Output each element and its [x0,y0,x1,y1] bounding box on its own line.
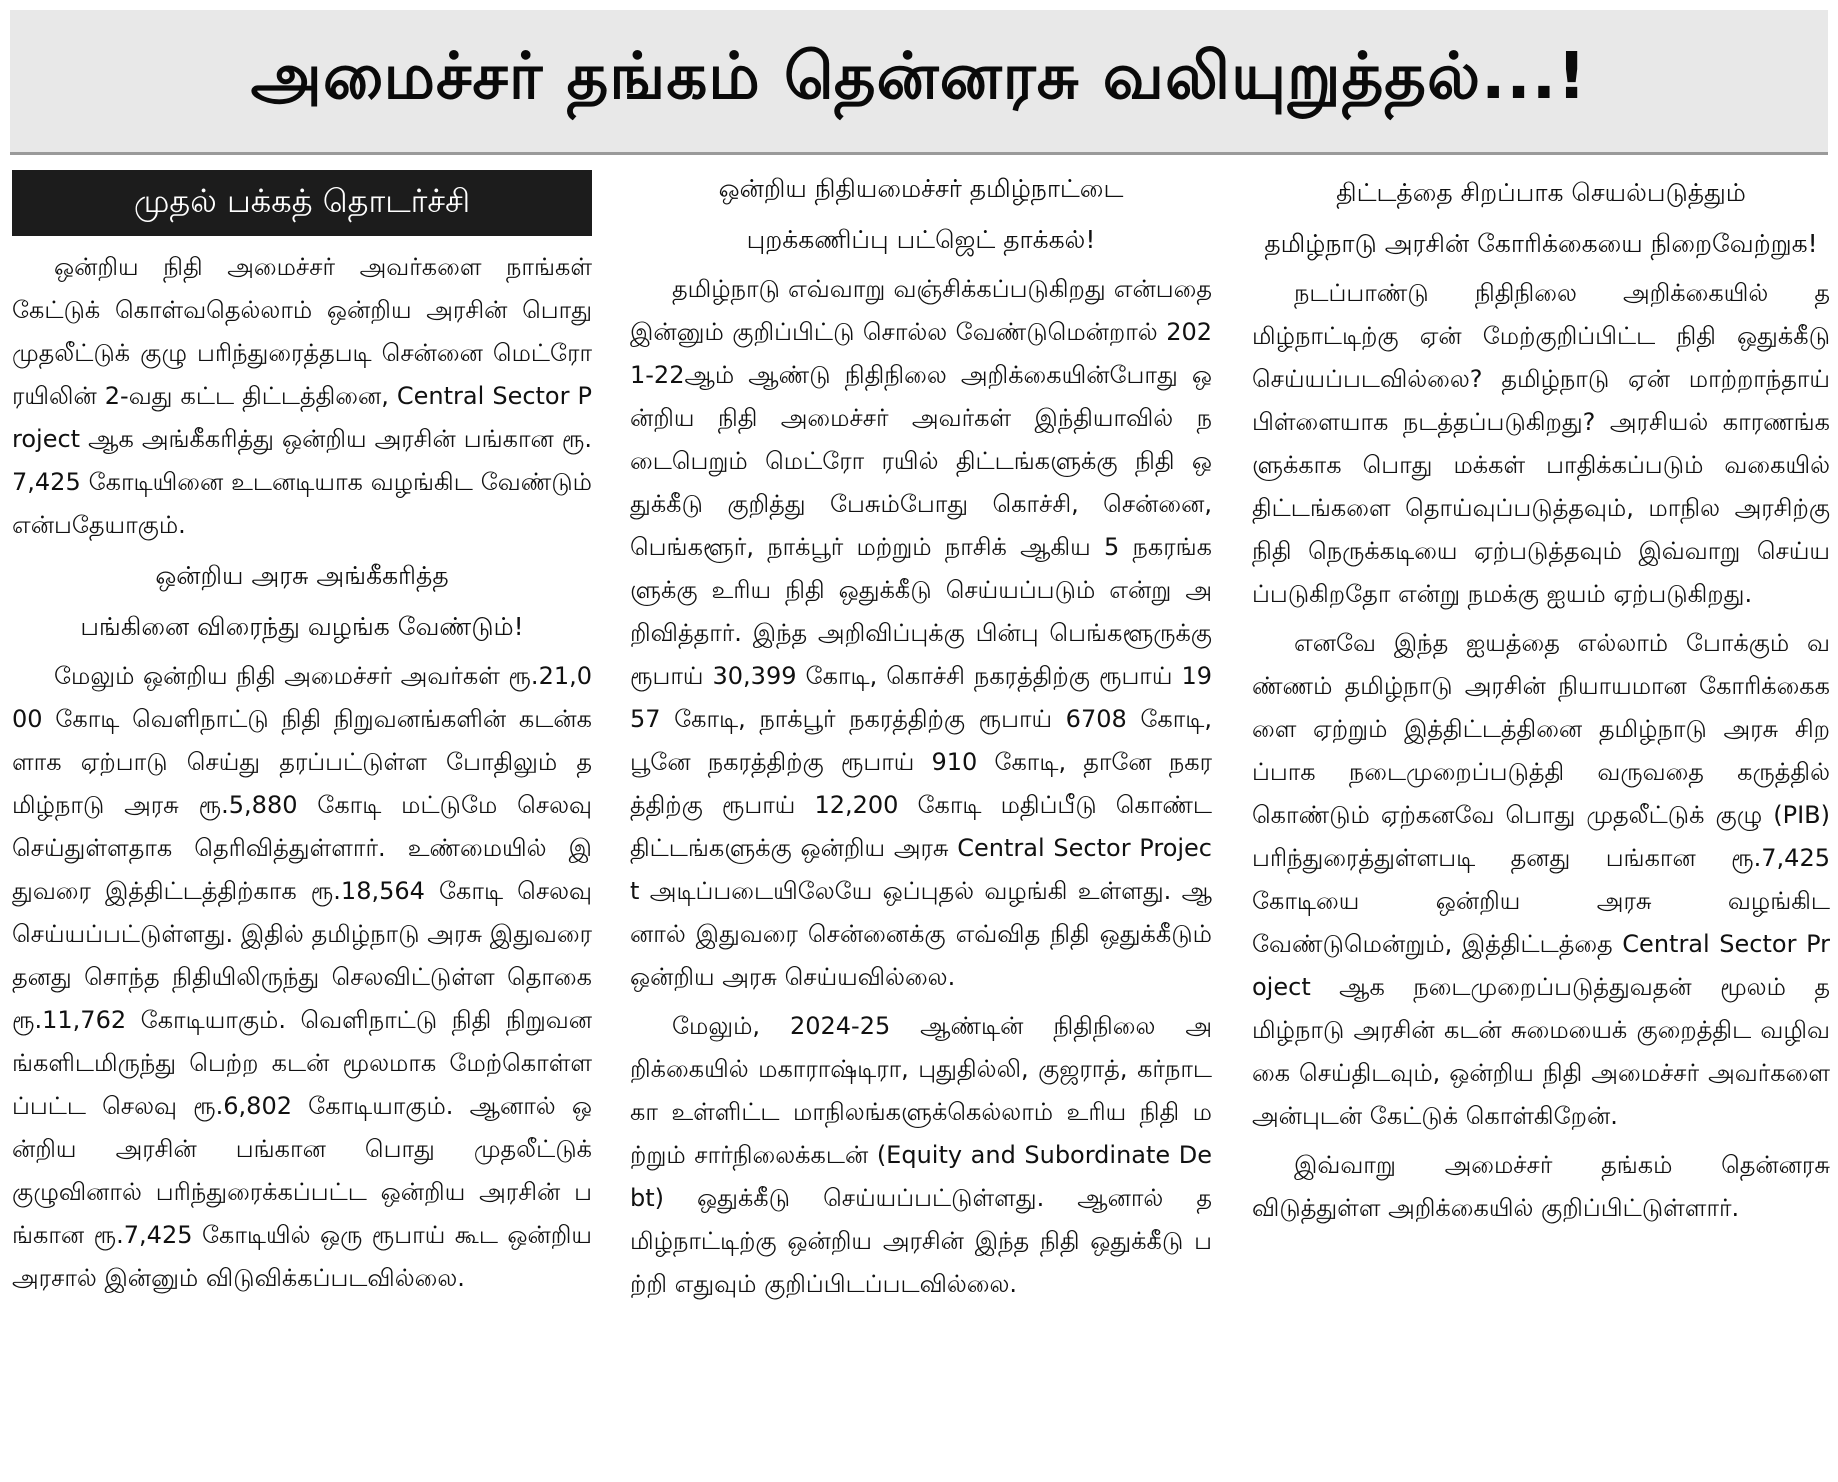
column-3 [1252,170,1830,1470]
col3-subheading-line-1: திட்டத்தை சிறப்பாக செயல்படுத்தும் [1336,178,1746,207]
col1-subheading-line-2: பங்கினை விரைந்து வழங்க வேண்டும்! [80,612,524,641]
col2-subheading-line-2: புறக்கணிப்பு பட்ஜெட் தாக்கல்! [746,225,1096,254]
col2-subheading-line-1: ஒன்றிய நிதியமைச்சர் தமிழ்நாட்டை [718,174,1124,203]
col1-paragraph-2: மேலும் ஒன்றிய நிதி அமைச்சர் அவர்கள் ரூ.21,000 கோடி வெளிநாட்டு நிதி நிறுவனங்களின் கடன்களாக ஏற்பாடு செய்து தரப்பட்டுள்ள போதிலும் தமிழ்நாடு அரசு ரூ.5,880 கோடி மட்டுமே செலவு செய்துள்ளதாக தெரிவித்துள்ளார். உண்மையில் இதுவரை இத்திட்டத்திற்காக ரூ.18,564 கோடி செலவு செய்யப்பட்டுள்ளது. இதில் தமிழ்நாடு அரசு இதுவரை தனது சொந்த நிதியிலிருந்து செலவிட்டுள்ள தொகை ரூ.11,762 கோடியாகும். வெளிநாட்டு நிதி நிறுவனங்களிடமிருந்து பெற்ற கடன் மூலமாக மேற்கொள்ளப்பட்ட செலவு ரூ.6,802 கோடியாகும். ஆனால் ஒன்றிய அரசின் பங்கான பொது முதலீட்டுக் குழுவினால் பரிந்துரைக்கப்பட்ட ஒன்றிய அரசின் பங்கான ரூ.7,425 கோடியில் ஒரு ரூபாய் கூட ஒன்றிய அரசால் இன்னும் விடுவிக்கப்படவில்லை. [12,662,592,1292]
col1-paragraph-1: ஒன்றிய நிதி அமைச்சர் அவர்களை நாங்கள் கேட்டுக் கொள்வதெல்லாம் ஒன்றிய அரசின் பொது முதலீட்டுக் குழு பரிந்துரைத்தபடி சென்னை மெட்ரோ ரயிலின் 2-வது கட்ட திட்டத்தினை, Central Sector Project ஆக அங்கீகரித்து ஒன்றிய அரசின் பங்கான ரூ.7,425 கோடியினை உடனடியாக வழங்கிட வேண்டும் என்பதேயாகும். [12,253,592,539]
headline: அமைச்சர் தங்கம் தென்னரசு வலியுறுத்தல்...! [250,40,1588,114]
column-1 [12,170,592,1470]
col3-paragraph-3: இவ்வாறு அமைச்சர் தங்கம் தென்னரசு விடுத்துள்ள அறிக்கையில் குறிப்பிட்டுள்ளார். [1252,1151,1830,1222]
column-2 [630,170,1212,1470]
col3-paragraph-2: எனவே இந்த ஐயத்தை எல்லாம் போக்கும் வண்ணம் தமிழ்நாடு அரசின் நியாயமான கோரிக்கைகளை ஏற்றும் இத்திட்டத்தினை தமிழ்நாடு அரசு சிறப்பாக நடைமுறைப்படுத்தி வருவதை கருத்தில் கொண்டும் ஏற்கனவே பொது முதலீட்டுக் குழு (PIB) பரிந்துரைத்துள்ளபடி தனது பங்கான ரூ.7,425 கோடியை ஒன்றிய அரசு வழங்கிட வேண்டுமென்றும், இத்திட்டத்தை Central Sector Project ஆக நடைமுறைப்படுத்துவதன் மூலம் தமிழ்நாடு அரசின் கடன் சுமையைக் குறைத்திட வழிவகை செய்திடவும், ஒன்றிய நிதி அமைச்சர் அவர்களை அன்புடன் கேட்டுக் கொள்கிறேன். [1252,629,1830,1130]
col2-paragraph-1: தமிழ்நாடு எவ்வாறு வஞ்சிக்கப்படுகிறது என்பதை இன்னும் குறிப்பிட்டு சொல்ல வேண்டுமென்றால் 2021-22ஆம் ஆண்டு நிதிநிலை அறிக்கையின்போது ஒன்றிய நிதி அமைச்சர் அவர்கள் இந்தியாவில் நடைபெறும் மெட்ரோ ரயில் திட்டங்களுக்கு நிதி ஒதுக்கீடு குறித்து பேசும்போது கொச்சி, சென்னை, பெங்களூர், நாக்பூர் மற்றும் நாசிக் ஆகிய 5 நகரங்களுக்கு உரிய நிதி ஒதுக்கீடு செய்யப்படும் என்று அறிவித்தார். இந்த அறிவிப்புக்கு பின்பு பெங்களூருக்கு ரூபாய் 30,399 கோடி, கொச்சி நகரத்திற்கு ரூபாய் 1957 கோடி, நாக்பூர் நகரத்திற்கு ரூபாய் 6708 கோடி, பூனே நகரத்திற்கு ரூபாய் 910 கோடி, தானே நகரத்திற்கு ரூபாய் 12,200 கோடி மதிப்பீடு கொண்ட திட்டங்களுக்கு ஒன்றிய அரசு Central Sector Project அடிப்படையிலேயே ஒப்புதல் வழங்கி உள்ளது. ஆனால் இதுவரை சென்னைக்கு எவ்வித நிதி ஒதுக்கீடும் ஒன்றிய அரசு செய்யவில்லை. [630,275,1212,991]
col2-paragraph-2: மேலும், 2024-25 ஆண்டின் நிதிநிலை அறிக்கையில் மகாராஷ்டிரா, புதுதில்லி, குஜராத், கர்நாடகா உள்ளிட்ட மாநிலங்களுக்கெல்லாம் உரிய நிதி மற்றும் சார்நிலைக்கடன் (Equity and Subordinate Debt) ஒதுக்கீடு செய்யப்பட்டுள்ளது. ஆனால் தமிழ்நாட்டிற்கு ஒன்றிய அரசின் இந்த நிதி ஒதுக்கீடு பற்றி எதுவும் குறிப்பிடப்படவில்லை. [630,1012,1212,1298]
continuation-label: முதல் பக்கத் தொடர்ச்சி [12,170,592,236]
col1-subheading-line-1: ஒன்றிய அரசு அங்கீகரித்த [155,561,449,590]
headline-band [10,10,1828,155]
col3-paragraph-1: நடப்பாண்டு நிதிநிலை அறிக்கையில் தமிழ்நாட்டிற்கு ஏன் மேற்குறிப்பிட்ட நிதி ஒதுக்கீடு செய்யப்படவில்லை? தமிழ்நாடு ஏன் மாற்றாந்தாய் பிள்ளையாக நடத்தப்படுகிறது? அரசியல் காரணங்களுக்காக பொது மக்கள் பாதிக்கப்படும் வகையில் திட்டங்களை தொய்வுப்படுத்தவும், மாநில அரசிற்கு நிதி நெருக்கடியை ஏற்படுத்தவும் இவ்வாறு செய்யப்படுகிறதோ என்று நமக்கு ஐயம் ஏற்படுகிறது. [1252,279,1830,608]
col3-subheading-line-2: தமிழ்நாடு அரசின் கோரிக்கையை நிறைவேற்றுக! [1264,229,1818,258]
